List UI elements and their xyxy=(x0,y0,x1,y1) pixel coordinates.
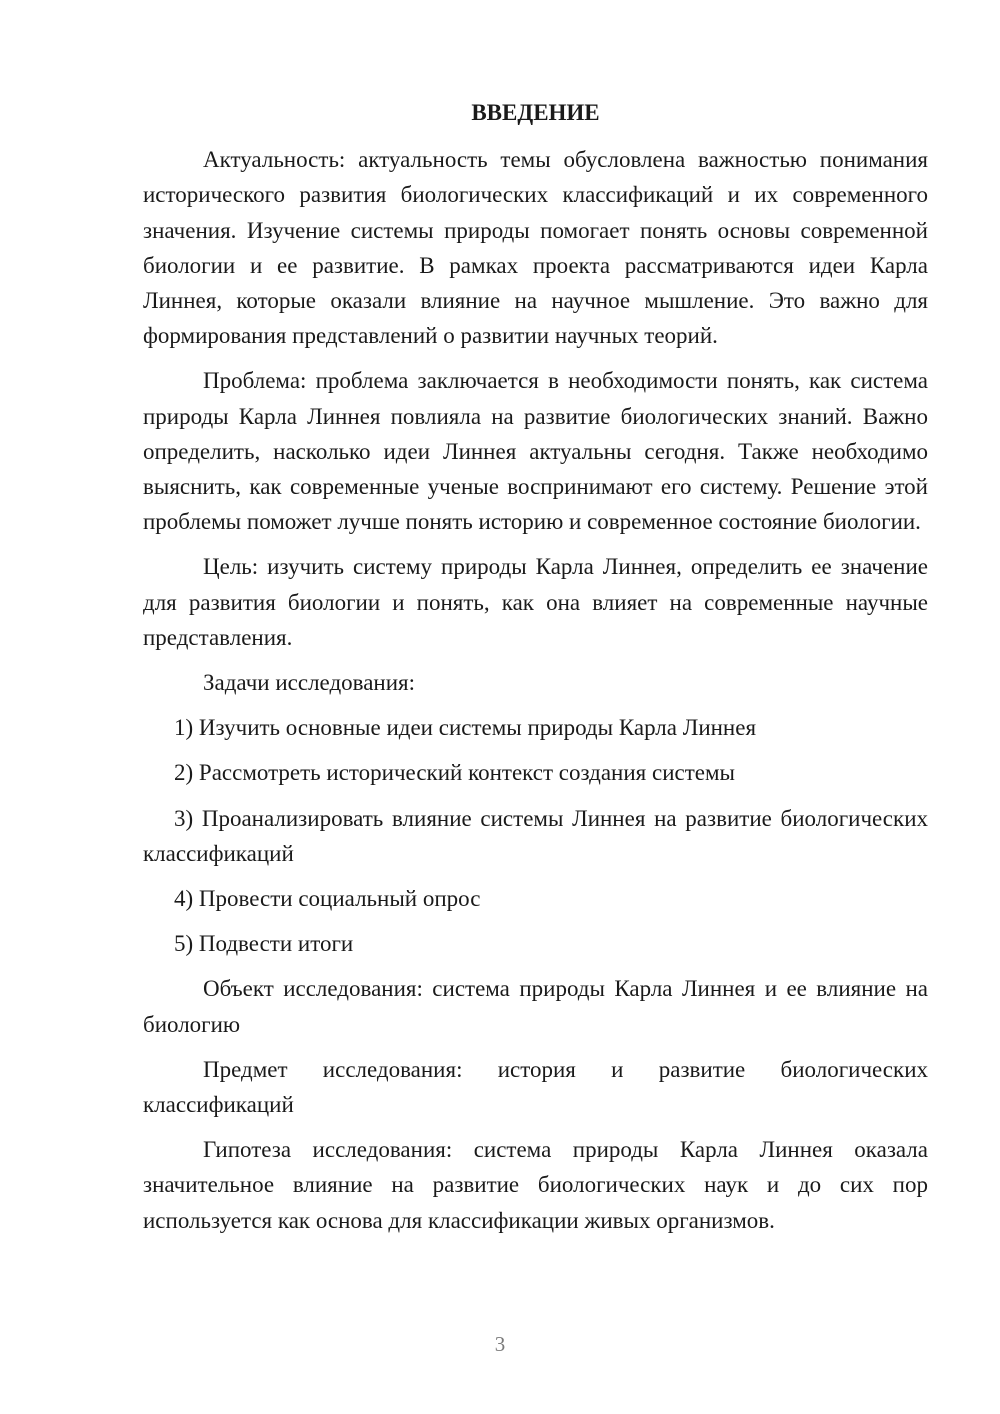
task-item: 2) Рассмотреть исторический контекст создания системы xyxy=(174,760,735,786)
document-page xyxy=(143,95,928,1248)
task-item: 3) Проанализировать влияние системы Линнея на развитие биологических классификаций xyxy=(143,805,928,866)
task-item: 4) Провести социальный опрос xyxy=(174,886,481,912)
tasks-heading: Задачи исследования: xyxy=(203,670,416,696)
paragraph-hypothesis: Гипотеза исследования: система природы Карла Линнея оказала значительное влияние на развитие биологических наук и до сих пор используется как основа для классификации живых организмов. xyxy=(143,1137,928,1233)
paragraph-object: Объект исследования: система природы Карла Линнея и ее влияние на биологию xyxy=(143,976,928,1037)
task-item: 1) Изучить основные идеи системы природы Карла Линнея xyxy=(174,715,757,741)
page-number: 3 xyxy=(494,1332,506,1356)
paragraph-problem: Проблема: проблема заключается в необходимости понять, как система природы Карла Линнея повлияла на развитие биологических знаний. Важно определить, насколько идеи Линнея актуальны сегодня. Также необходимо выяснить, как современные ученые воспринимают его систему. Решение этой проблемы поможет лучше понять историю и современное состояние биологии. xyxy=(143,368,928,535)
page-title: ВВЕДЕНИЕ xyxy=(471,100,600,125)
task-item: 5) Подвести итоги xyxy=(174,931,354,957)
paragraph-goal: Цель: изучить систему природы Карла Линнея, определить ее значение для развития биологии и понять, как она влияет на современные научные представления. xyxy=(143,554,928,650)
paragraph-relevance: Актуальность: актуальность темы обусловлена важностью понимания исторического развития биологических классификаций и их современного значения. Изучение системы природы помогает понять основы современной биологии и ее развитие. В рамках проекта рассматриваются идеи Карла Линнея, которые оказали влияние на научное мышление. Это важно для формирования представлений о развитии научных теорий. xyxy=(143,147,928,349)
paragraph-subject: Предмет исследования: история и развитие биологических классификаций xyxy=(143,1056,928,1118)
